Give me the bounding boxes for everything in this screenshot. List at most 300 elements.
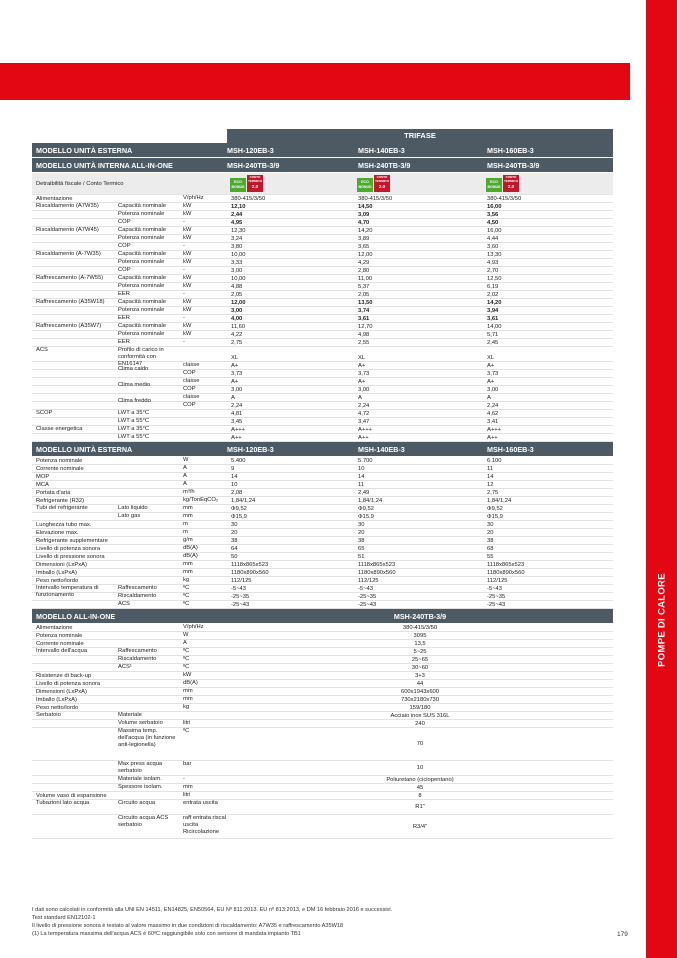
footnote: (1) La temperatura massima dell'acqua ACS è 60ºC raggiungibile solo con sensore di mandata impianto TB1 <box>32 931 301 937</box>
cell-text: 3095 <box>413 632 427 639</box>
cell-text: Livello di pressione sonora <box>36 554 105 560</box>
table-row <box>32 299 613 307</box>
cell-text: 13,5 <box>414 640 426 647</box>
cell-text: A <box>231 395 235 401</box>
cell-text: A <box>183 473 187 479</box>
cell-text: kg <box>183 704 190 710</box>
table-row <box>32 696 613 704</box>
cell-text: 25~65 <box>411 656 429 663</box>
cell-text: 30 <box>487 522 494 528</box>
row-group-label: SCOP <box>36 410 53 416</box>
cell-text: 65 <box>358 546 365 552</box>
cell-text: 4,62 <box>487 411 499 417</box>
cell-text: Max press acqua serbatoio <box>118 761 163 774</box>
cell-text: 2,75 <box>231 340 243 346</box>
cell-text: 1,84/1,24 <box>487 498 512 504</box>
cell-text: R1" <box>415 804 425 810</box>
cell-text: kW <box>183 251 192 257</box>
row-group-label: Riscaldamento (A-7W35) <box>36 251 101 257</box>
cell-text: 3,74 <box>358 308 370 314</box>
table-row <box>32 640 613 648</box>
cell-text: 3,73 <box>358 371 370 377</box>
cell-text: 6.100 <box>487 458 502 464</box>
cell-text: 3,41 <box>487 419 499 425</box>
top-red-band <box>0 63 630 100</box>
cell-text: mm <box>183 569 193 575</box>
eco-label: ECO <box>490 180 498 184</box>
section-header <box>32 442 613 457</box>
cell-text: dB(A) <box>183 553 198 559</box>
cell-text: 4,98 <box>358 332 370 338</box>
cell-text: mm <box>183 784 193 790</box>
cell-text: mm <box>183 505 193 511</box>
table-row <box>32 776 613 784</box>
table-row <box>32 426 613 434</box>
cell-text: Alimentazione <box>36 625 73 631</box>
cell-text: 2,80 <box>358 268 370 274</box>
row-subgroup-label: Clima caldo <box>118 366 149 372</box>
cell-text: mm <box>183 513 193 519</box>
cell-text: Materiale isolam. <box>118 776 162 782</box>
cell-text: Peso netto/lordo <box>36 705 79 711</box>
cell-text: 10,00 <box>231 276 246 282</box>
section-header <box>32 158 613 173</box>
cell-text: A <box>487 395 491 401</box>
cell-text: 10,00 <box>231 252 246 258</box>
cell-text: Riscaldamento <box>118 656 157 662</box>
cell-text: ºC <box>183 601 190 607</box>
cell-text: 4,22 <box>231 332 243 338</box>
cell-text: 4,88 <box>231 284 243 290</box>
cell-text: -25~43 <box>231 602 250 608</box>
cell-text: 14,20 <box>358 228 373 234</box>
cell-text: Φ15,9 <box>487 514 503 520</box>
cell-text: MODELLO UNITÀ ESTERNA <box>36 146 133 155</box>
cell-text: 3,00 <box>231 387 243 393</box>
conto-label: CONTO <box>505 175 517 179</box>
cell-text: 20 <box>487 530 494 536</box>
cell-text: 11,00 <box>358 276 373 282</box>
cell-text: Spessore isolam. <box>118 784 163 790</box>
cell-text: 3,33 <box>231 260 243 266</box>
cell-text: 2,05 <box>358 292 370 298</box>
cell-text: Circuito acqua <box>118 800 156 806</box>
cell-text: Φ15,9 <box>358 514 374 520</box>
cell-text: 14,00 <box>487 324 502 330</box>
cell-text: kW <box>183 211 192 217</box>
cell-text: MSH-120EB-3 <box>227 445 274 454</box>
cell-text: 3,00 <box>358 387 370 393</box>
row-group-label: Tubi del refrigerante <box>36 505 88 511</box>
table-row <box>32 545 613 553</box>
eco-label: ECO <box>234 180 242 184</box>
cell-text: Potenza nominale <box>118 235 165 241</box>
cell-text: Alimentazione <box>36 196 73 202</box>
cell-text: MODELLO UNITÀ INTERNA ALL-IN-ONE <box>36 161 173 170</box>
cell-text: kW <box>183 235 192 241</box>
cell-text: -5~43 <box>231 586 246 592</box>
cell-text: EER <box>118 339 130 345</box>
termico-label: TERMICO <box>504 178 518 183</box>
cell-text: Livello di potenza sonora <box>36 546 101 552</box>
cell-text: 4,95 <box>231 220 243 226</box>
conto-label: CONTO <box>249 175 261 179</box>
table-row <box>32 497 613 505</box>
cell-text: kW <box>183 259 192 265</box>
cell-text: - <box>183 291 185 297</box>
cell-text: LWT a 55°C <box>118 418 150 424</box>
eco-bonus-badge <box>230 175 264 193</box>
cell-text: ºC <box>183 656 190 662</box>
cell-text: Elevazione max. <box>36 530 79 536</box>
cell-text: ºC <box>183 648 190 654</box>
cell-text: ºC <box>183 664 190 670</box>
cell-text: 64 <box>231 546 238 552</box>
cell-text: -25~35 <box>487 594 506 600</box>
cell-text: Potenza nominale <box>36 633 83 639</box>
cell-text: kg/TonEqCO₂ <box>183 497 219 503</box>
cell-text: 20 <box>358 530 365 536</box>
cell-text: 68 <box>487 546 494 552</box>
table-row <box>32 680 613 688</box>
cell-text: A <box>358 395 362 401</box>
cell-text: 2,44 <box>231 212 243 218</box>
table-row <box>32 465 613 473</box>
version-label: 2.0 <box>378 184 386 190</box>
cell-text: COP <box>118 267 131 273</box>
table-row <box>32 553 613 561</box>
cell-text: Materiale <box>118 712 142 718</box>
row-group-label: ACS <box>36 347 48 353</box>
cell-text: XL <box>487 355 495 361</box>
cell-text: Acciaio inox SUS 316L <box>390 712 450 719</box>
cell-text: 10 <box>416 765 424 771</box>
table-row <box>32 394 613 402</box>
cell-text: Portata d'aria <box>36 490 71 496</box>
cell-text: 730x2180x730 <box>400 696 440 703</box>
eco-label: ECO <box>361 180 369 184</box>
cell-text: Φ15,9 <box>231 514 247 520</box>
cell-text: MSH-160EB-3 <box>487 146 534 155</box>
cell-text: 45 <box>416 784 424 791</box>
cell-text: 4,72 <box>358 411 370 417</box>
cell-text: 3,61 <box>487 316 499 322</box>
version-label: 2.0 <box>251 184 259 190</box>
cell-text: MCA <box>36 482 49 488</box>
cell-text: litri <box>183 720 191 726</box>
table-row <box>32 815 613 839</box>
cell-text: 2,05 <box>231 292 243 298</box>
cell-text: 50 <box>231 554 238 560</box>
table-row <box>32 481 613 489</box>
table-row <box>32 792 613 800</box>
cell-text: A <box>183 481 187 487</box>
cell-text: Raffescamento <box>118 585 157 591</box>
table-row <box>32 275 613 283</box>
table-row <box>32 672 613 680</box>
table-row <box>32 473 613 481</box>
cell-text: 2,08 <box>231 490 243 496</box>
cell-text: 600x1943x600 <box>400 688 440 695</box>
table-row <box>32 712 613 720</box>
cell-text: 30~60 <box>411 664 429 671</box>
cell-text: 380-415/3/50 <box>487 196 522 202</box>
cell-text: 51 <box>358 554 365 560</box>
cell-text: 1118x865x523 <box>487 562 525 568</box>
table-row <box>32 505 613 513</box>
cell-text: 2,49 <box>358 490 370 496</box>
cell-text: 4,50 <box>487 220 499 226</box>
cell-text: Raffescamento <box>118 648 157 654</box>
row-group-label: Raffrescamento (A35W7) <box>36 323 102 329</box>
table-row <box>32 569 613 577</box>
cell-text: - <box>183 776 185 782</box>
footnote: Test standard EN12102-1 <box>32 915 96 921</box>
cell-text: Potenza nominale <box>118 259 165 265</box>
cell-text: 2,24 <box>231 403 243 409</box>
row-group-label: Riscaldamento (A7W45) <box>36 227 99 233</box>
table-row <box>32 331 613 339</box>
cell-text: A+++ <box>231 427 246 433</box>
cell-text: -5~43 <box>358 586 373 592</box>
table-row <box>32 457 613 465</box>
cell-text: 3,09 <box>358 212 370 218</box>
cell-text: 3,73 <box>231 371 243 377</box>
cell-text: 380-415/3/50 <box>231 196 266 202</box>
cell-text: 12,00 <box>231 300 246 306</box>
table-row <box>32 307 613 315</box>
cell-text: kW <box>183 307 192 313</box>
cell-text: R3/4" <box>412 823 428 830</box>
cell-text: -5~43 <box>487 586 502 592</box>
cell-text: LWT a 35°C <box>118 426 150 432</box>
cell-text: Volume serbatoio <box>118 720 163 726</box>
cell-text: 14 <box>487 474 494 480</box>
cell-text: MSH-140EB-3 <box>358 445 405 454</box>
cell-text: 3,47 <box>358 419 370 425</box>
cell-text: Corrente nominale <box>36 641 84 647</box>
cell-text: A+ <box>231 379 239 385</box>
version-label: 2.0 <box>507 184 515 190</box>
cell-text: 16,00 <box>487 228 502 234</box>
cell-text: 2,45 <box>487 340 499 346</box>
cell-text: 3,89 <box>358 236 370 242</box>
table-row <box>32 291 613 299</box>
cell-text: bar <box>183 761 192 767</box>
row-group-label: Serbatoio <box>36 712 61 718</box>
cell-text: XL <box>358 355 366 361</box>
cell-text: MSH-160EB-3 <box>487 445 534 454</box>
cell-text: 3,60 <box>487 244 499 250</box>
footnote: Il livello di pressione sonora è testato al valore massimo in due condizioni di riscaldamento: A7W35 e raffrescamento A35W18 <box>32 923 344 929</box>
cell-text: COP <box>183 370 196 376</box>
table-row <box>32 648 613 656</box>
cell-text: A+ <box>487 363 495 369</box>
cell-text: 11 <box>358 482 365 488</box>
cell-text: 2,02 <box>487 292 499 298</box>
cell-text: MSH-240TB-3/9 <box>393 612 447 621</box>
cell-text: MODELLO ALL-IN-ONE <box>36 612 116 621</box>
table-row <box>32 315 613 323</box>
cell-text: EER <box>118 291 130 297</box>
page-number: 179 <box>617 931 628 938</box>
cell-text: - <box>183 339 185 345</box>
cell-text: 12,00 <box>358 252 373 258</box>
table-row <box>32 664 613 672</box>
cell-text: XL <box>231 355 239 361</box>
table-row <box>32 561 613 569</box>
bonus-label: BONUS <box>487 184 501 189</box>
cell-text: 3,45 <box>231 419 243 425</box>
table-row <box>32 211 613 219</box>
cell-text: Refrigerante (R32) <box>36 498 85 504</box>
cell-text: Φ9,52 <box>358 506 374 512</box>
cell-text: 2,70 <box>487 268 499 274</box>
cell-text: m³/h <box>183 489 195 495</box>
table-row <box>32 259 613 267</box>
row-group-label: Intervallo dell'acqua <box>36 648 88 654</box>
conto-label: CONTO <box>376 175 388 179</box>
cell-text: kW <box>183 227 192 233</box>
table-row <box>32 688 613 696</box>
table-row <box>32 434 613 442</box>
cell-text: 38 <box>358 538 365 544</box>
cell-text: 3,73 <box>487 371 499 377</box>
cell-text: 1180x890x560 <box>487 570 525 576</box>
cell-text: Profilo di carico in conformità con EN16147 <box>118 347 164 367</box>
tax-deduction-row <box>32 173 613 195</box>
cell-text: 12,50 <box>487 276 502 282</box>
table-row <box>32 720 613 728</box>
cell-text: raff entrata riscal uscita Ricircolazione <box>183 815 227 835</box>
cell-text: 12 <box>487 482 494 488</box>
cell-text: A <box>183 640 187 646</box>
cell-text: Corrente nominale <box>36 466 84 472</box>
cell-text: Capacità nominale <box>118 227 167 233</box>
table-row <box>32 283 613 291</box>
cell-text: A++ <box>358 435 369 441</box>
section-header <box>32 143 613 158</box>
cell-text: Dimensioni (LxPxA) <box>36 689 87 695</box>
cell-text: 380-415/3/50 <box>358 196 393 202</box>
row-subgroup-label: Clima medio <box>118 382 151 388</box>
cell-text: 4,00 <box>231 316 243 322</box>
cell-text: 3,00 <box>231 308 243 314</box>
termico-label: TERMICO <box>248 178 262 183</box>
table-row <box>32 251 613 259</box>
cell-text: 112/125 <box>358 578 379 584</box>
table-row <box>32 800 613 815</box>
cell-text: m <box>183 529 188 535</box>
table-row <box>32 537 613 545</box>
table-row <box>32 632 613 640</box>
cell-text: 3+3 <box>415 672 425 679</box>
cell-text: 12,10 <box>231 204 246 210</box>
cell-text: 4,93 <box>487 260 499 266</box>
cell-text: 112/125 <box>487 578 508 584</box>
cell-text: 8 <box>418 792 422 799</box>
cell-text: A+ <box>358 363 366 369</box>
specifications-table <box>32 129 613 839</box>
cell-text: dB(A) <box>183 680 198 686</box>
cell-text: Φ9,52 <box>487 506 503 512</box>
table-row <box>32 402 613 410</box>
cell-text: classe <box>183 394 200 400</box>
cell-text: 5,71 <box>487 332 499 338</box>
table-row <box>32 219 613 227</box>
cell-text: MSH-240TB-3/9 <box>358 161 411 170</box>
table-row <box>32 728 613 761</box>
cell-text: LWT a 55°C <box>118 434 150 440</box>
cell-text: classe <box>183 362 200 368</box>
cell-text: Massima temp. dell'acqua (in funzione anti-legionella) <box>118 728 176 748</box>
table-row <box>32 513 613 521</box>
cell-text: 2,24 <box>358 403 370 409</box>
cell-text: MSH-240TB-3/9 <box>487 161 540 170</box>
cell-text: A+ <box>231 363 239 369</box>
cell-text: 4,29 <box>358 260 370 266</box>
cell-text: ACS <box>118 601 130 607</box>
cell-text: 2,55 <box>358 340 370 346</box>
cell-text: 5~25 <box>413 648 427 655</box>
cell-text: - <box>183 219 185 225</box>
cell-text: 1,84/1,24 <box>358 498 383 504</box>
bonus-label: BONUS <box>231 184 245 189</box>
cell-text: LWT a 35°C <box>118 410 150 416</box>
cell-text: dB(A) <box>183 545 198 551</box>
cell-text: 38 <box>487 538 494 544</box>
cell-text: COP <box>183 402 196 408</box>
cell-text: ACS¹ <box>118 664 132 670</box>
table-row <box>32 624 613 632</box>
cell-text: Φ9,52 <box>231 506 247 512</box>
cell-text: MOP <box>36 474 50 480</box>
cell-text: 12,30 <box>231 228 246 234</box>
cell-text: 2,24 <box>487 403 499 409</box>
eco-bonus-badge <box>357 175 391 193</box>
cell-text: 1118x865x523 <box>231 562 269 568</box>
cell-text: 1180x890x560 <box>231 570 269 576</box>
cell-text: 3,56 <box>487 212 499 218</box>
cell-text: kW <box>183 275 192 281</box>
cell-text: 12,70 <box>358 324 373 330</box>
section-header <box>32 609 613 624</box>
cell-text: 11 <box>487 466 494 472</box>
cell-text: MSH-140EB-3 <box>358 146 405 155</box>
cell-text: 4,70 <box>358 220 370 226</box>
row-group-label: Raffrescamento (A35W18) <box>36 299 105 305</box>
cell-text: 10 <box>358 466 365 472</box>
cell-text: Imballo (LxPxA) <box>36 697 77 703</box>
cell-text: A+++ <box>487 427 502 433</box>
cell-text: 4,44 <box>487 236 499 242</box>
cell-text: V/ph/Hz <box>183 195 204 201</box>
cell-text: A+ <box>358 379 366 385</box>
table-row <box>32 235 613 243</box>
table-row <box>32 521 613 529</box>
cell-text: Lato gas <box>118 513 141 519</box>
cell-text: 14,20 <box>487 300 502 306</box>
cell-text: A++ <box>231 435 242 441</box>
cell-text: 44 <box>416 680 424 687</box>
table-row <box>32 339 613 347</box>
cell-text: kW <box>183 331 192 337</box>
cell-text: COP <box>118 243 131 249</box>
cell-text: 9 <box>231 466 235 472</box>
cell-text: 2,75 <box>487 490 499 496</box>
cell-text: MSH-240TB-3/9 <box>227 161 280 170</box>
cell-text: 30 <box>231 522 238 528</box>
